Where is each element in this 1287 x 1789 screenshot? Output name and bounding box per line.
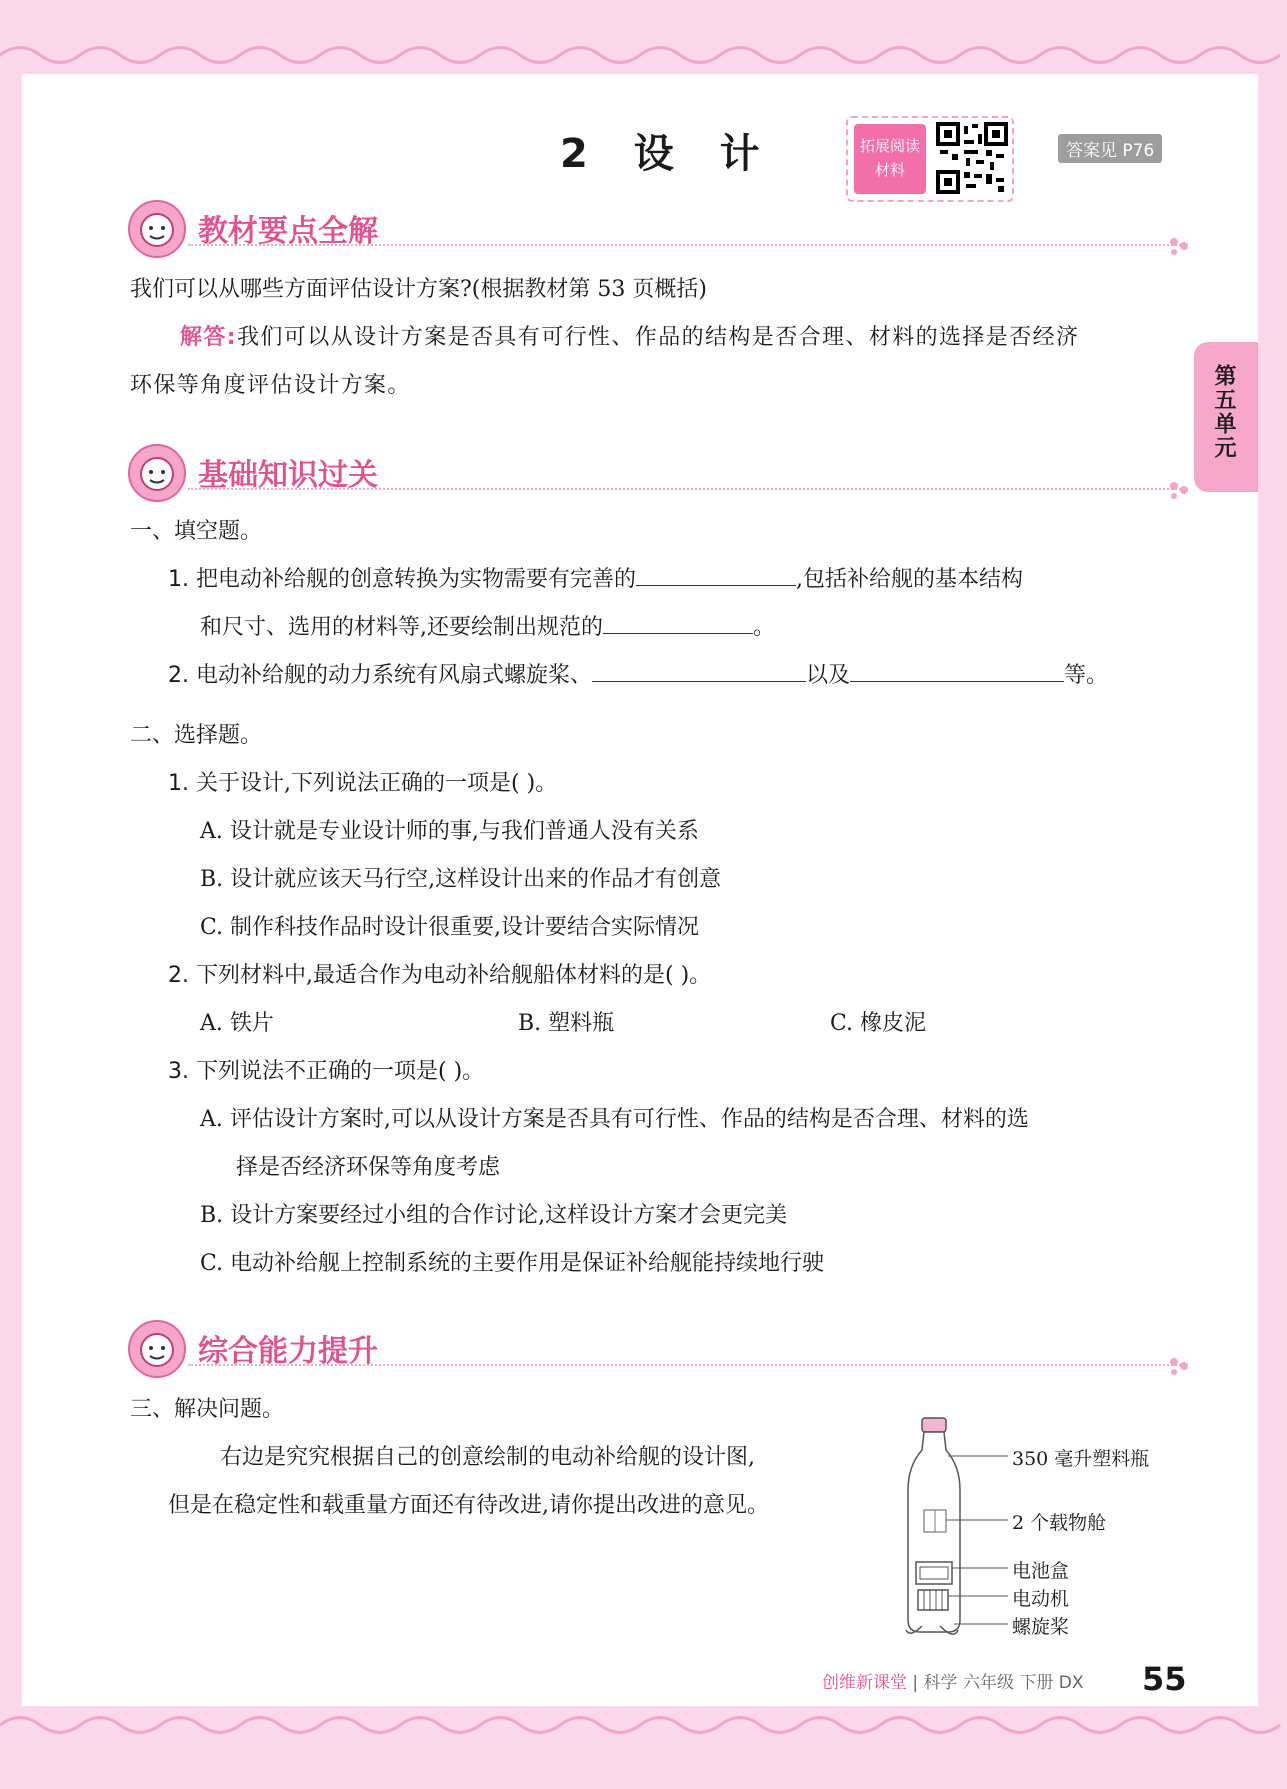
choice-option[interactable]: B. 设计就应该天马行空,这样设计出来的作品才有创意: [200, 867, 722, 892]
choice-option[interactable]: A. 铁片: [200, 1011, 274, 1036]
decorative-dots-icon: [1168, 236, 1192, 256]
dotted-divider: [188, 244, 1188, 246]
key-point-question: 我们可以从哪些方面评估设计方案?(根据教材第 53 页概括): [130, 277, 707, 302]
fill-question-1-cont: 和尺寸、选用的材料等,还要绘制出规范的 。: [200, 604, 775, 652]
answer-reference-badge: 答案见 P76: [1058, 134, 1162, 163]
extended-reading-label: 拓展阅读 材料: [854, 124, 926, 194]
choice-question-1: 1. 关于设计,下列说法正确的一项是( )。: [168, 771, 558, 796]
choice-option[interactable]: C. 制作科技作品时设计很重要,设计要结合实际情况: [200, 915, 700, 940]
answer-blank[interactable]: [603, 607, 753, 634]
diagram-label: 螺旋桨: [1012, 1616, 1070, 1638]
diagram-label: 350 毫升塑料瓶: [1012, 1448, 1150, 1470]
fill-question-1: 1. 把电动补给舰的创意转换为实物需要有完善的 ,包括补给舰的基本结构: [168, 556, 1023, 604]
choice-question-3: 3. 下列说法不正确的一项是( )。: [168, 1059, 485, 1084]
qr-code-icon: [936, 122, 1008, 194]
choice-question-2: 2. 下列材料中,最适合作为电动补给舰船体材料的是( )。: [168, 963, 712, 988]
solve-heading: 三、解决问题。: [130, 1397, 285, 1422]
choice-option[interactable]: C. 橡皮泥: [830, 1011, 927, 1036]
answer-label: 解答:: [180, 325, 237, 350]
answer-blank[interactable]: [592, 655, 806, 682]
section-title: 基础知识过关: [198, 458, 378, 493]
fill-in-heading: 一、填空题。: [130, 519, 263, 544]
key-point-answer-line: 解答:我们可以从设计方案是否具有可行性、作品的结构是否合理、材料的选择是否经济: [180, 325, 1080, 350]
fill-question-2: 2. 电动补给舰的动力系统有风扇式螺旋桨、 以及 等。: [168, 652, 1108, 700]
dotted-divider: [188, 1364, 1188, 1366]
extended-reading-box[interactable]: [846, 116, 1014, 202]
diagram-label: 电动机: [1012, 1588, 1070, 1610]
cartoon-face-icon: [128, 1320, 186, 1378]
section-title: 综合能力提升: [198, 1334, 378, 1369]
section-title: 教材要点全解: [198, 214, 378, 249]
decorative-dots-icon: [1168, 480, 1192, 500]
diagram-label: 电池盒: [1012, 1560, 1070, 1582]
page-footer: [822, 1668, 1084, 1693]
choice-option[interactable]: B. 塑料瓶: [518, 1011, 615, 1036]
page-number: 55: [1142, 1660, 1187, 1698]
cartoon-face-icon: [128, 200, 186, 258]
footer-brand: 创维新课堂: [822, 1673, 907, 1693]
unit-side-tab: 第五单元: [1194, 342, 1258, 492]
solve-text-line: 右边是究究根据自己的创意绘制的电动补给舰的设计图,: [220, 1445, 755, 1470]
page-title: 2 设 计: [560, 131, 776, 177]
choice-option[interactable]: B. 设计方案要经过小组的合作讨论,这样设计方案才会更完美: [200, 1203, 788, 1228]
key-point-answer-line: 环保等角度评估设计方案。: [130, 373, 411, 398]
section-header-ability: [128, 1320, 1178, 1380]
footer-subject: | 科学 六年级 下册 DX: [912, 1673, 1084, 1693]
choice-option[interactable]: A. 设计就是专业设计师的事,与我们普通人没有关系: [200, 819, 699, 844]
solve-text-line: 但是在稳定性和载重量方面还有待改进,请你提出改进的意见。: [168, 1493, 769, 1518]
section-header-key-points: [128, 200, 1178, 260]
boat-design-diagram: [900, 1410, 1200, 1650]
choice-option[interactable]: A. 评估设计方案时,可以从设计方案是否具有可行性、作品的结构是否合理、材料的选: [200, 1107, 1029, 1132]
answer-blank[interactable]: [850, 655, 1064, 682]
answer-blank[interactable]: [636, 559, 796, 586]
choice-heading: 二、选择题。: [130, 723, 263, 748]
section-header-basics: [128, 444, 1178, 504]
cartoon-face-icon: [128, 444, 186, 502]
choice-option[interactable]: C. 电动补给舰上控制系统的主要作用是保证补给舰能持续地行驶: [200, 1251, 825, 1276]
diagram-label: 2 个载物舱: [1012, 1512, 1107, 1534]
decorative-dots-icon: [1168, 1356, 1192, 1376]
choice-option-cont: 择是否经济环保等角度考虑: [236, 1155, 501, 1180]
dotted-divider: [188, 488, 1188, 490]
